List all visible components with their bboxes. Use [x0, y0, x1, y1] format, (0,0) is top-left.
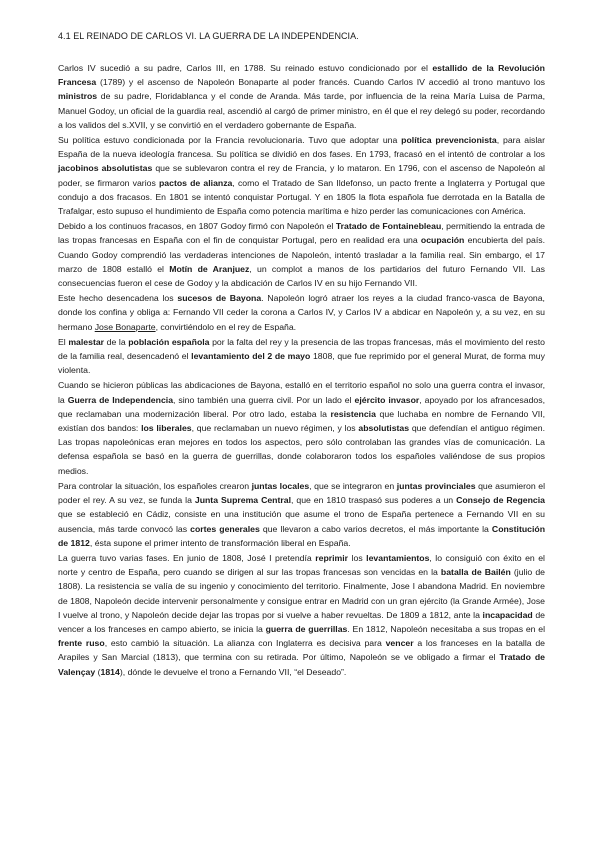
bold-term: Consejo de Regencia	[456, 495, 545, 506]
bold-term: juntas provinciales	[396, 480, 476, 491]
bold-term: batalla de Bailén	[440, 567, 511, 578]
bold-term: frente ruso	[58, 638, 105, 649]
bold-term: levantamiento del 2 de mayo	[191, 351, 311, 362]
text-run: encubierta del país. Cuando Godoy comprendió las verdaderas intenciones de Napoleón, intentó trasladar a la familia real. Sin embargo, el 17 marzo de 1808 estalló el	[58, 235, 545, 274]
text-run: por la falta del rey y la presencia de las tropas francesas, más el movimiento del resto de la familia real, desencadenó el	[58, 336, 545, 362]
text-run: que luchaba en nombre de Fernando VII, existían dos bandos:	[58, 408, 545, 434]
text-run: , un complot a manos de los partidarios del futuro Fernando VII. Las consecuencias fueron el cese de Godoy y la abdicación de Carlos IV en su hijo Fernando VII.	[58, 263, 545, 289]
paragraph	[58, 335, 545, 378]
text-run: . Napoleón logró atraer los reyes a la ciudad franco-vasca de Bayona, donde los confina y obliga a: Fernando VII ceder la corona a Carlos IV, y Carlos IV a abdicar en Napoleón y, a su vez, en su hermano	[58, 293, 545, 332]
text-run: Carlos IV sucedió a su padre, Carlos III, en 1788. Su reinado estuvo condicionado por el	[58, 63, 433, 73]
text-run: que se estableció en Cádiz, consiste en una institución que asume el trono de España pertenece a Fernando VII en su ausencia, más tarde convocó las	[58, 509, 545, 534]
bold-term: Tratado de Valençay	[58, 652, 545, 677]
paragraph	[58, 291, 545, 334]
text-run: La guerra tuvo varias fases. En junio de 1808, José I pretendía	[58, 552, 316, 563]
bold-term: política prevencionista	[401, 135, 497, 146]
text-run: , sino también una guerra civil. Por un lado el	[173, 394, 355, 405]
text-run: 1808, que fue reprimido por el general Murat, de forma muy violenta.	[58, 351, 545, 376]
bold-term: Constitución de 1812	[58, 523, 546, 548]
text-run: , para aislar España de la nueva ideología francesa. Su política se dividió en dos fases. En 1793, fracasó en el intentó de controlar a los	[58, 135, 546, 160]
bold-term: ejército invasor	[354, 394, 420, 405]
underlined-term: Jose Bonaparte	[94, 321, 156, 332]
text-run: ), dónde le devuelve el trono a Fernando VII, “el Deseado”.	[119, 666, 347, 677]
text-run: Para controlar la situación, los españoles crearon	[58, 480, 252, 491]
paragraph	[58, 219, 545, 290]
bold-term: pactos de alianza	[158, 177, 233, 188]
bold-term: incapacidad	[482, 609, 533, 620]
document-page	[58, 30, 545, 679]
text-run: Su política estuvo condicionada por la Francia revolucionaria. Tuvo que adoptar una	[58, 135, 402, 146]
bold-term: juntas locales	[251, 480, 310, 491]
bold-term: guerra de guerrillas	[265, 623, 348, 634]
text-run: de su padre, Floridablanca y el conde de Aranda. Más tarde, por influencia de la reina María Luisa de Parma, Manuel Godoy, un oficial de la guardia real, ascendió al cargó de primer ministro, en él que el rey delegó su poder, recordando a los validos del s.XVII, y se convirtió en el verdadero gobernante de España.	[58, 91, 545, 130]
text-run: . En 1812, Napoleón necesitaba a sus tropas en el	[347, 623, 545, 634]
text-run: , como el Tratado de San Ildefonso, un pacto frente a Inglaterra y Portugal que condujo a dos fracasos. En 1801 se intentó conquistar Portugal. Y en 1805 la flota española fue derrotada en la Batalla de Trafalgar, esto supuso el hundimiento de España como potencia marítima e hizo perder las comunicaciones con América.	[58, 177, 545, 217]
bold-term: levantamientos	[366, 552, 430, 563]
bold-term: los liberales	[141, 423, 192, 434]
text-run: de la	[104, 336, 129, 347]
bold-term: reprimir	[315, 552, 349, 563]
text-run: de vencer a los franceses en campo abierto, se inicia la	[58, 609, 546, 634]
text-run: , apoyado por los afrancesados, que reclamaban una modernización liberal. Por otro lado, estaba la	[58, 394, 545, 419]
text-run: El	[58, 336, 69, 347]
bold-term: cortes generales	[190, 523, 260, 534]
text-run: que asumieron el poder el rey. A su vez, se funda la	[58, 480, 545, 506]
text-run: Este hecho desencadena los	[58, 293, 178, 304]
bold-term: Motín de Aranjuez	[169, 263, 250, 274]
paragraph	[58, 479, 545, 550]
text-run: (julio de 1808). La resistencia se valía de su ingenio y conocimiento del territorio. Finalmente, Jose I abandona Madrid. En noviembre de 1808, Napoleón decide intervenir personalmente y consigue entrar en Madrid con un gran ejército (la Grande Armée), Jose I vuelve al trono, y Napoleón decide dejar las tropas por si vuelve a haber revueltas. De 1809 a 1812, ante la	[58, 567, 546, 620]
bold-term: ocupación	[420, 235, 465, 246]
bold-term: población española	[128, 336, 210, 347]
text-run: Cuando se hicieron públicas las abdicaciones de Bayona, estalló en el territorio español no solo una guerra contra el invasor, la	[58, 380, 545, 405]
bold-term: Guerra de Independencia	[67, 394, 174, 405]
bold-term: resistencia	[330, 408, 376, 419]
bold-term: Tratado de Fontainebleau	[335, 221, 442, 232]
text-run: que se sublevaron contra el rey de Francia, y lo mataron. En 1796, con el ascenso de Napoleón al poder, se firmaron varios	[58, 163, 545, 188]
text-run: Debido a los continuos fracasos, en 1807 Godoy firmó con Napoleón el	[58, 221, 336, 232]
paragraph	[58, 133, 545, 218]
text-run: los	[348, 552, 367, 563]
text-run: a los franceses en la batalla de Arapiles y San Marcial (1813), que termina con su retirada. Por último, Napoleón se ve obligado a firmar el	[58, 638, 545, 663]
text-run: , que reclamaban un nuevo régimen, y los	[191, 423, 359, 434]
bold-term: vencer	[385, 638, 414, 649]
text-run: (	[95, 666, 101, 677]
text-run: , esto cambió la situación. La alianza con Inglaterra es decisiva para	[104, 638, 386, 649]
text-run: , ésta supone el primer intento de transformación liberal en España.	[89, 537, 351, 548]
paragraph	[58, 378, 545, 477]
bold-term: absolutistas	[358, 423, 410, 434]
text-run: , lo consiguió con éxito en el norte y centro de España, pero cuando se dirigen al sur las tropas francesas son vencidas en la	[58, 552, 545, 578]
text-run: , que en 1810 traspasó sus poderes a un	[291, 495, 457, 506]
bold-term: jacobinos absolutistas	[58, 163, 153, 174]
paragraph	[58, 61, 545, 132]
text-run: que llevaron a cabo varios decretos, el más importante la	[259, 523, 492, 534]
bold-term: malestar	[68, 336, 105, 347]
paragraph	[58, 551, 545, 679]
text-run: (1789) y el ascenso de Napoleón Bonaparte al poder francés. Cuando Carlos IV accedió al trono mantuvo los	[96, 77, 545, 88]
text-run: , convirtiéndolo en el rey de España.	[155, 321, 297, 332]
bold-term: Junta Suprema Central	[194, 495, 292, 506]
text-run: , que se integraron en	[309, 480, 397, 491]
text-run: , permitiendo la entrada de las tropas francesas en España con el fin de conquistar Portugal, pero en realidad era una	[58, 221, 545, 246]
bold-term: sucesos de Bayona	[177, 293, 262, 304]
document-title: 4.1 EL REINADO DE CARLOS VI. LA GUERRA DE LA INDEPENDENCIA.	[58, 31, 359, 41]
document-body	[58, 61, 545, 679]
text-run: que defendían el antiguo régimen. Las tropas napoleónicas eran mejores en todos los aspectos, pero sólo controlaban las grandes vías de comunicación. La defensa española se basó en la guerra de guerrillas, donde colaboraron todos los españoles valiéndose de sus propios medios.	[58, 423, 545, 476]
bold-term: estallido de la Revolución Francesa	[58, 63, 545, 88]
bold-term: 1814	[100, 666, 120, 677]
bold-term: ministros	[58, 91, 98, 102]
